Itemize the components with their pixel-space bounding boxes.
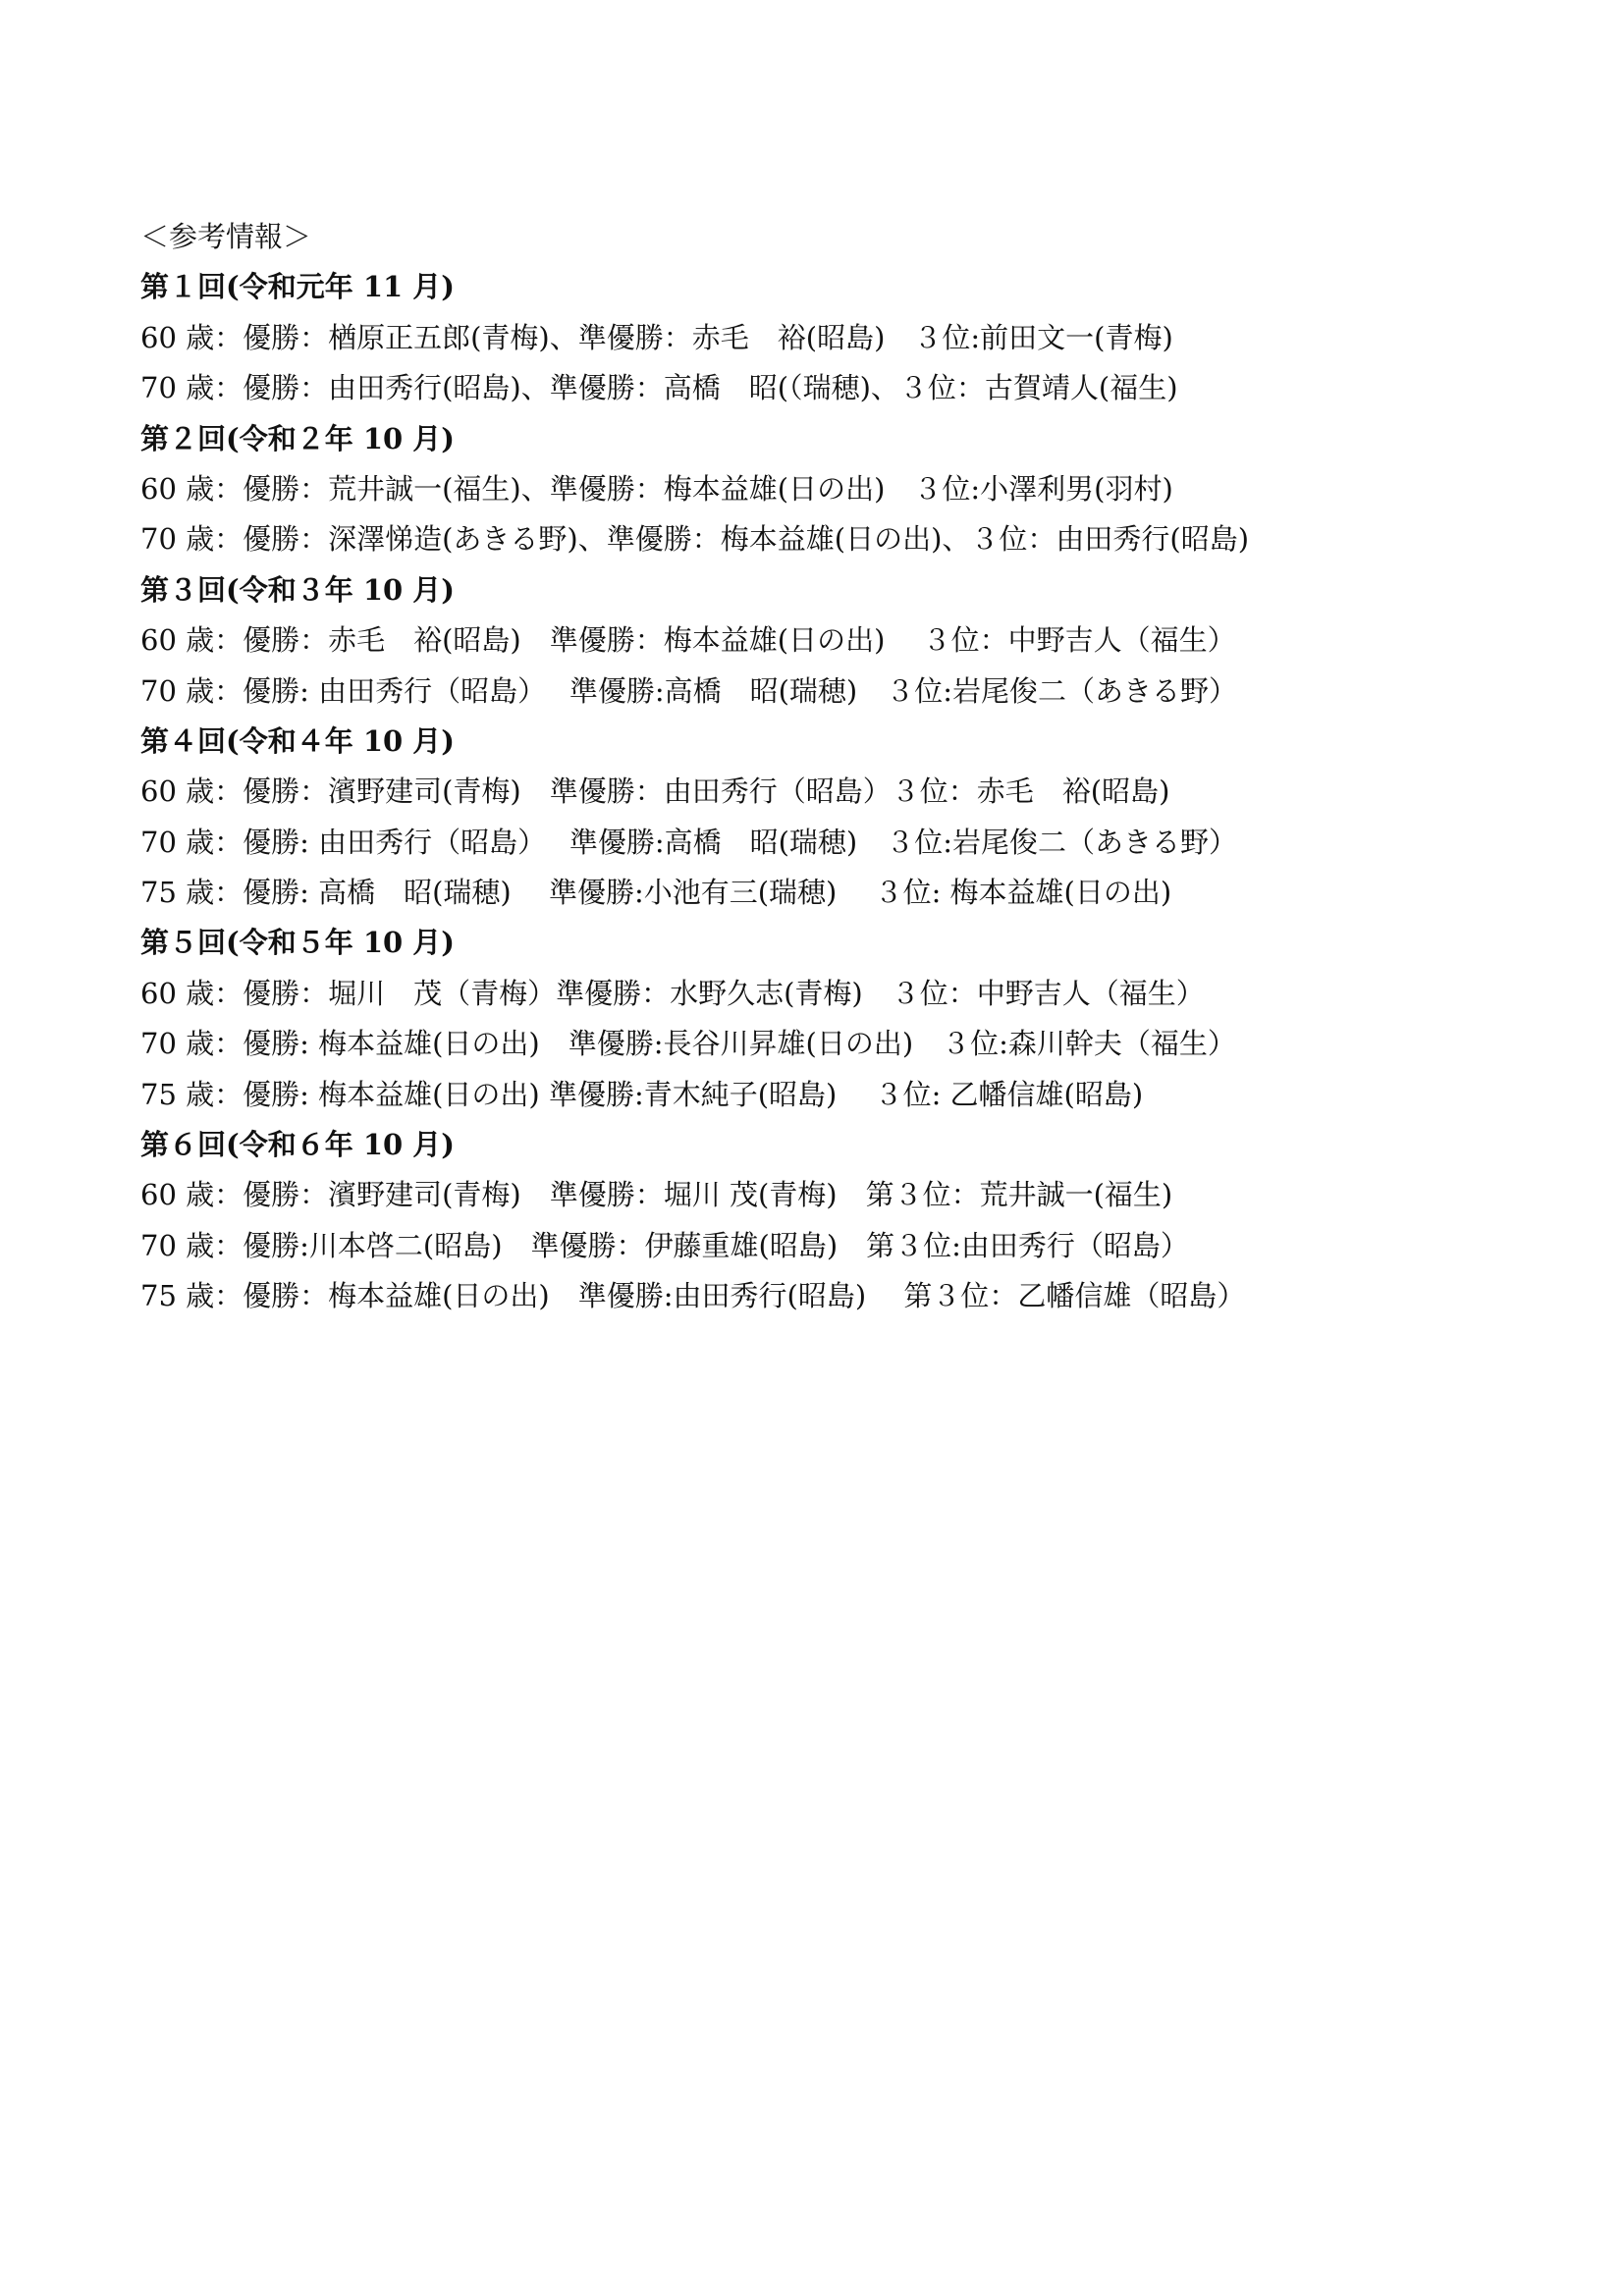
- section-round-4: [140, 717, 1515, 919]
- result-line: 75 歳：優勝：梅本益雄(日の出) 準優勝:由田秀行(昭島) 第３位：乙幡信雄（昭島）: [140, 1279, 1246, 1313]
- section-heading: 第５回(令和５年 10 月): [140, 926, 455, 960]
- section-round-6: [140, 1120, 1515, 1322]
- result-line: 70 歳：優勝：由田秀行(昭島)、準優勝：高橋 昭(（瑞穂)、３位：古賀靖人(福生): [140, 371, 1178, 405]
- result-line: 60 歳：優勝：荒井誠一(福生)、準優勝：梅本益雄(日の出) ３位:小澤利男(羽村): [140, 471, 1173, 506]
- result-line: 75 歳：優勝: 梅本益雄(日の出) 準優勝:青木純子(昭島) ３位: 乙幡信雄(昭島): [140, 1077, 1144, 1111]
- section-heading: 第４回(令和４年 10 月): [140, 723, 455, 758]
- section-round-5: [140, 918, 1515, 1120]
- reference-info-header: ＜参考情報＞: [140, 220, 312, 253]
- result-line: 70 歳：優勝:川本啓二(昭島) 準優勝：伊藤重雄(昭島) 第３位:由田秀行（昭島）: [140, 1228, 1189, 1262]
- section-heading: 第３回(令和３年 10 月): [140, 572, 455, 607]
- result-line: 70 歳：優勝: 由田秀行（昭島） 準優勝:高橋 昭(瑞穂) ３位:岩尾俊二（あきる野）: [140, 825, 1237, 859]
- document-body: [140, 212, 1515, 1322]
- result-line: 60 歳：優勝：濱野建司(青梅) 準優勝：堀川 茂(青梅) 第３位：荒井誠一(福生): [140, 1178, 1173, 1212]
- result-line: 70 歳：優勝: 由田秀行（昭島） 準優勝:高橋 昭(瑞穂) ３位:岩尾俊二（あきる野）: [140, 673, 1237, 708]
- result-line: 75 歳：優勝: 高橋 昭(瑞穂) 準優勝:小池有三(瑞穂) ３位: 梅本益雄(日の出): [140, 876, 1172, 910]
- section-round-1: [140, 262, 1515, 413]
- result-line: 70 歳：優勝: 梅本益雄(日の出) 準優勝:長谷川昇雄(日の出) ３位:森川幹夫（福生）: [140, 1027, 1236, 1061]
- result-line: 60 歳：優勝：赤毛 裕(昭島) 準優勝：梅本益雄(日の出) ３位：中野吉人（福生）: [140, 623, 1236, 658]
- section-heading: 第１回(令和元年 11 月): [140, 270, 455, 304]
- section-heading: 第２回(令和２年 10 月): [140, 421, 455, 455]
- result-line: 60 歳：優勝：楢原正五郎(青梅)、準優勝：赤毛 裕(昭島) ３位:前田文一(青梅): [140, 320, 1173, 354]
- section-round-2: [140, 414, 1515, 565]
- result-line: 60 歳：優勝：濱野建司(青梅) 準優勝：由田秀行（昭島）３位：赤毛 裕(昭島): [140, 774, 1170, 809]
- section-round-3: [140, 565, 1515, 717]
- result-line: 60 歳：優勝：堀川 茂（青梅）準優勝：水野久志(青梅) ３位：中野吉人（福生）: [140, 976, 1205, 1010]
- section-heading: 第６回(令和６年 10 月): [140, 1128, 455, 1162]
- result-line: 70 歳：優勝：深澤悌造(あきる野)、準優勝：梅本益雄(日の出)、３位：由田秀行(昭島): [140, 522, 1250, 557]
